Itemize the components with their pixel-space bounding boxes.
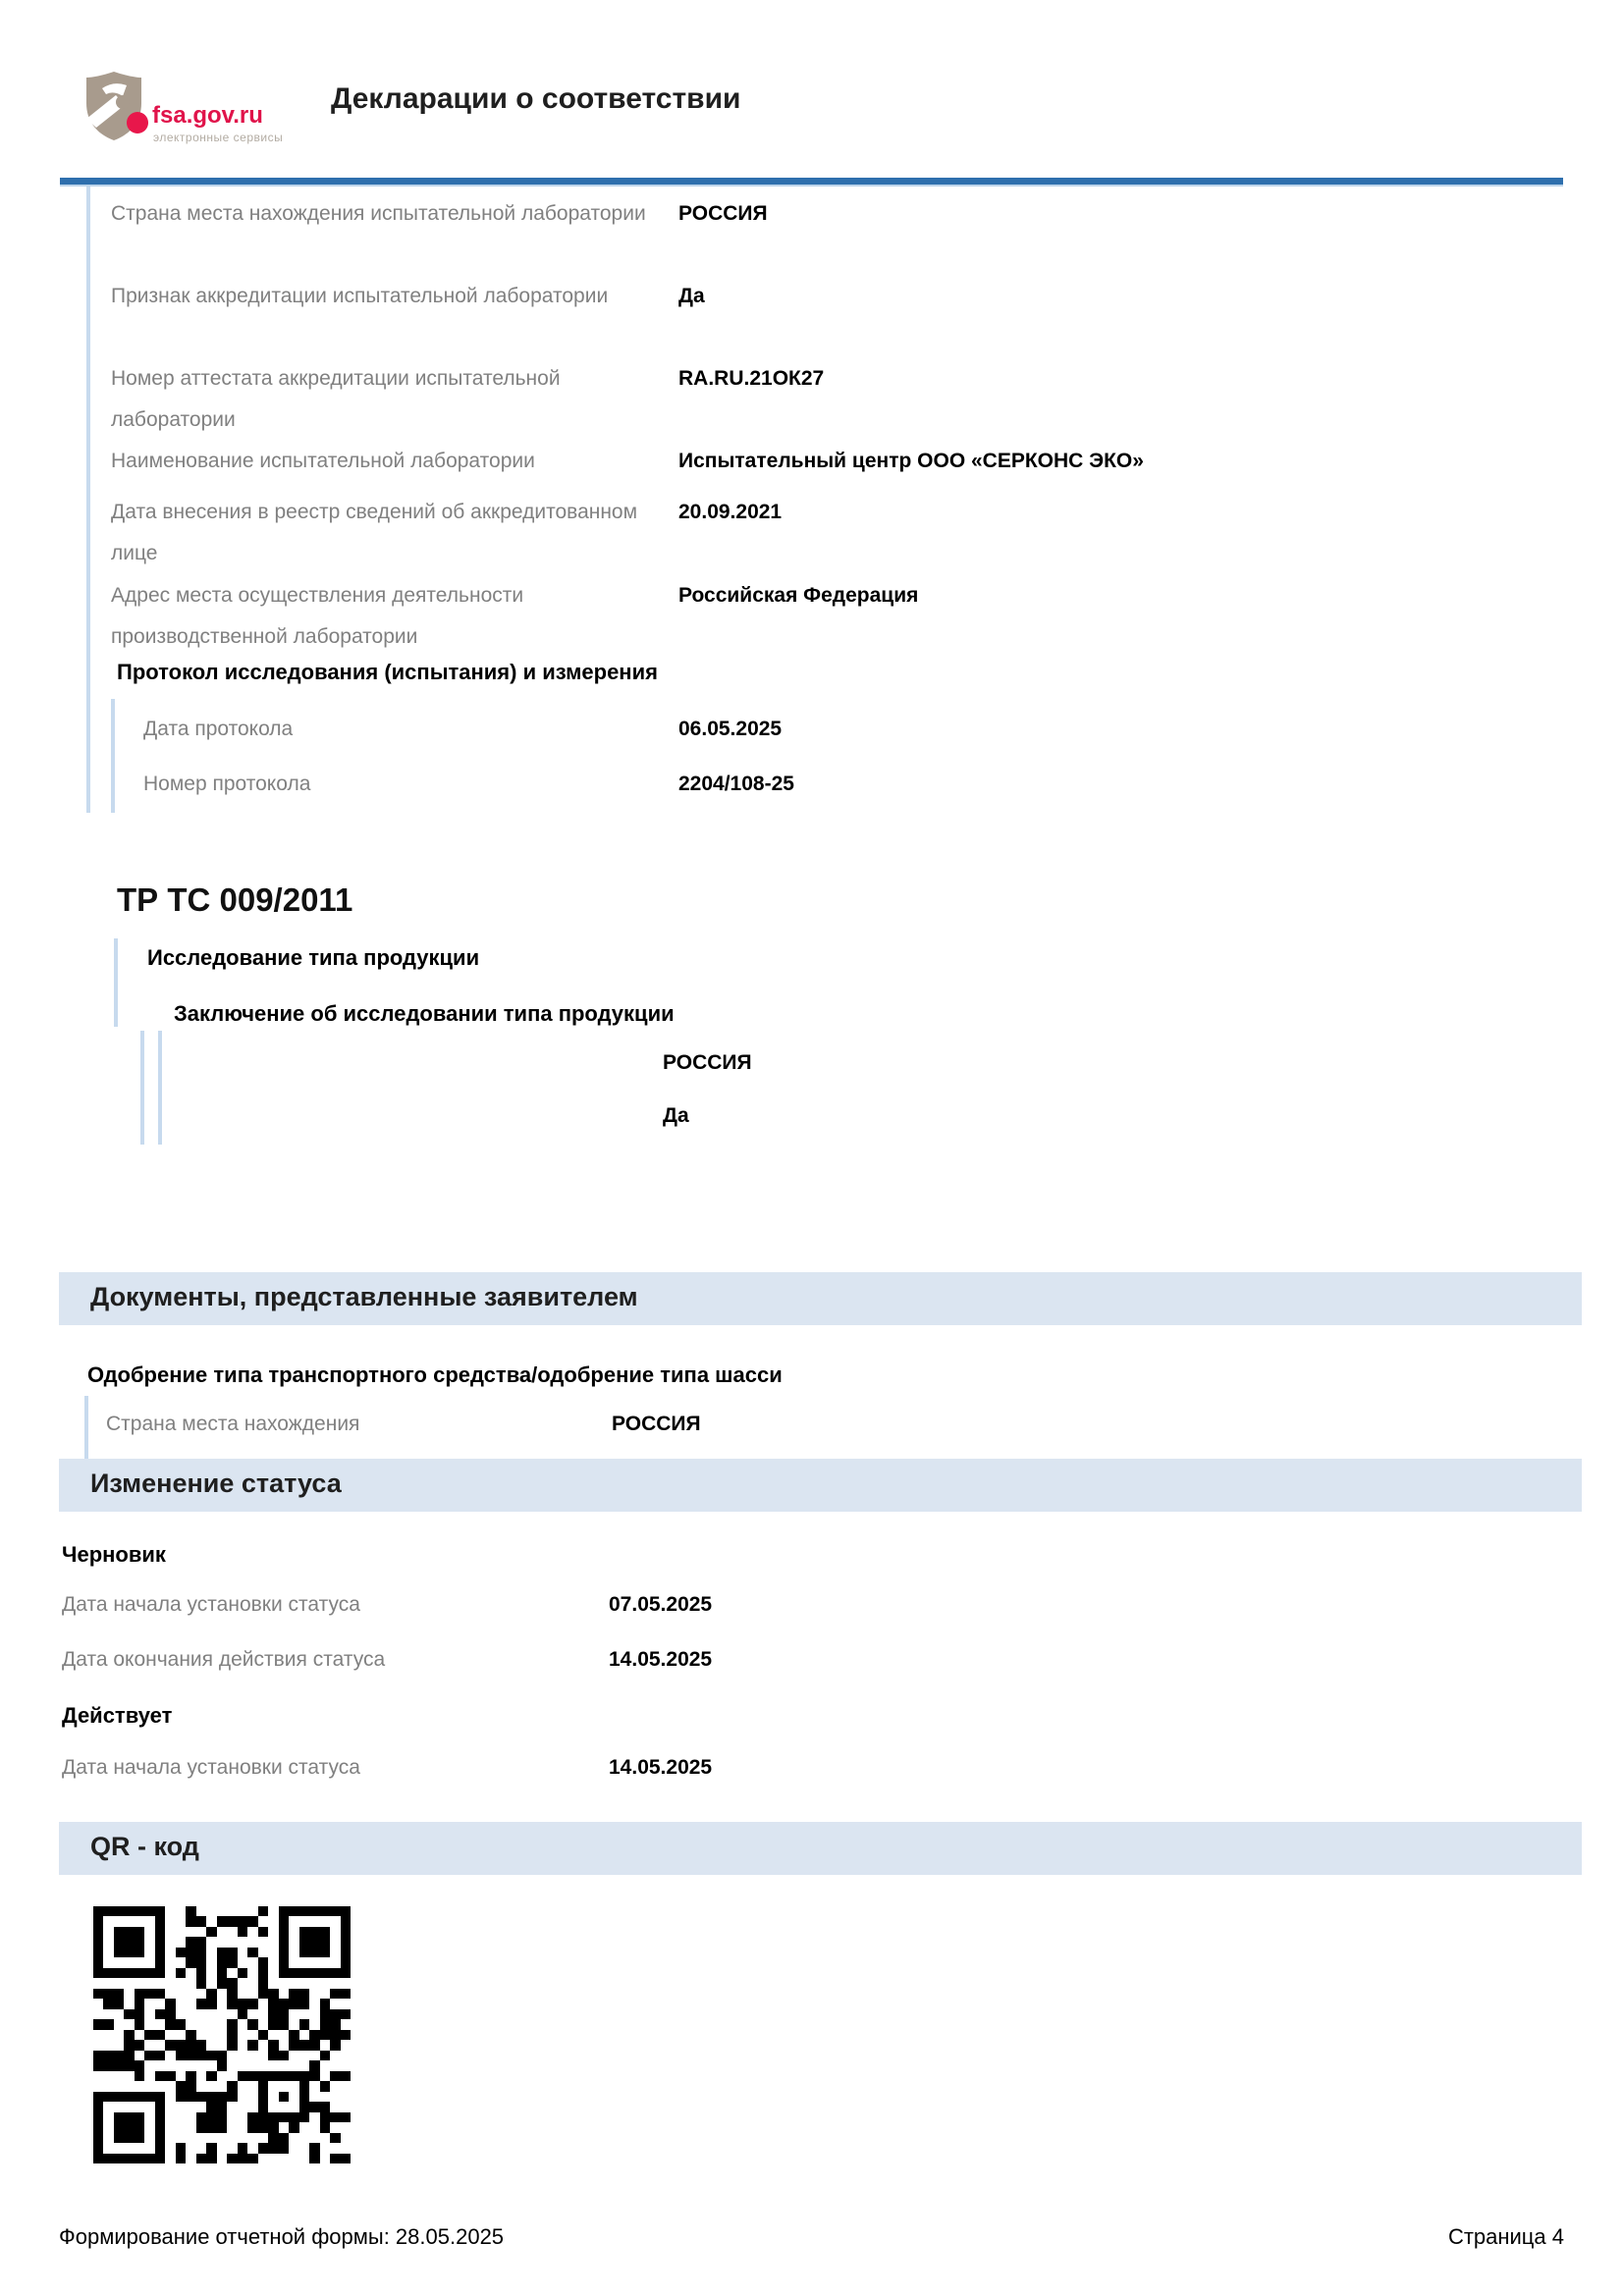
section-band-title: QR - код xyxy=(90,1832,199,1861)
field-value: 20.09.2021 xyxy=(678,501,783,523)
field-value: RA.RU.21ОК27 xyxy=(678,367,825,390)
indent-line-level2 xyxy=(111,699,115,813)
logo-red-dot-icon xyxy=(127,112,148,133)
documents-subheading: Одобрение типа транспортного средства/одобрение типа шасси xyxy=(87,1362,783,1387)
field-label: Страна места нахождения испытательной лаборатории xyxy=(111,202,646,225)
field-label: Признак аккредитации испытательной лаборатории xyxy=(111,285,609,307)
tr-ts-subsubheading: Заключение об исследовании типа продукции xyxy=(174,1001,675,1026)
field-label: Дата внесения в реестр сведений об аккредитованном лице xyxy=(111,501,638,564)
field-label: Наименование испытательной лаборатории xyxy=(111,450,535,472)
section-band-documents xyxy=(59,1272,1582,1325)
field-label: Дата начала установки статуса xyxy=(62,1593,360,1616)
field-value: 2204/108-25 xyxy=(678,773,794,795)
field-value: 07.05.2025 xyxy=(609,1593,713,1616)
field-value: Российская Федерация xyxy=(678,584,919,607)
field-value: Испытательный центр ООО «СЕРКОНС ЭКО» xyxy=(678,450,1144,472)
field-label: Дата начала установки статуса xyxy=(62,1756,360,1779)
indent-line-level1 xyxy=(84,1396,88,1468)
section-band-title: Изменение статуса xyxy=(90,1468,342,1498)
field-label: Страна места нахождения xyxy=(106,1413,360,1435)
indent-line-level1 xyxy=(86,187,90,813)
brand-text: fsa.gov.ru xyxy=(152,102,263,129)
field-value: 14.05.2025 xyxy=(609,1756,713,1779)
field-value: Да xyxy=(678,285,705,307)
footer-page-number: Страница 4 xyxy=(1447,2224,1564,2249)
section-band-title: Документы, представленные заявителем xyxy=(90,1282,638,1311)
indent-line-level3 xyxy=(158,1031,162,1145)
field-value: 06.05.2025 xyxy=(678,718,783,740)
field-label: Адрес места осуществления деятельности производственной лаборатории xyxy=(111,584,524,648)
field-value: Да xyxy=(663,1104,689,1127)
indent-line-level2 xyxy=(140,1031,144,1145)
field-label: Номер протокола xyxy=(143,773,311,795)
field-label: Дата окончания действия статуса xyxy=(62,1648,386,1671)
field-label: Номер аттестата аккредитации испытательной лаборатории xyxy=(111,367,561,431)
indent-line-level1 xyxy=(114,938,118,1027)
brand-tagline: электронные сервисы xyxy=(153,131,284,144)
table-top-bar xyxy=(60,178,1563,185)
tr-ts-heading: ТР ТС 009/2011 xyxy=(117,881,353,918)
section-band-status xyxy=(59,1459,1582,1512)
field-value: РОССИЯ xyxy=(678,202,768,225)
qr-code xyxy=(93,1906,351,2163)
page-title: Декларации о соответствии xyxy=(331,82,741,115)
tr-ts-subheading: Исследование типа продукции xyxy=(147,945,480,970)
status-group-title: Черновик xyxy=(62,1542,166,1567)
field-label: Дата протокола xyxy=(143,718,294,740)
field-value: РОССИЯ xyxy=(663,1051,752,1074)
field-value: РОССИЯ xyxy=(612,1413,701,1435)
protocol-heading: Протокол исследования (испытания) и измерения xyxy=(117,660,658,684)
status-group-title: Действует xyxy=(62,1703,173,1728)
field-value: 14.05.2025 xyxy=(609,1648,713,1671)
footer-generated: Формирование отчетной формы: 28.05.2025 xyxy=(59,2224,505,2249)
table-top-bar-underline xyxy=(60,185,1563,187)
section-band-qr xyxy=(59,1822,1582,1875)
